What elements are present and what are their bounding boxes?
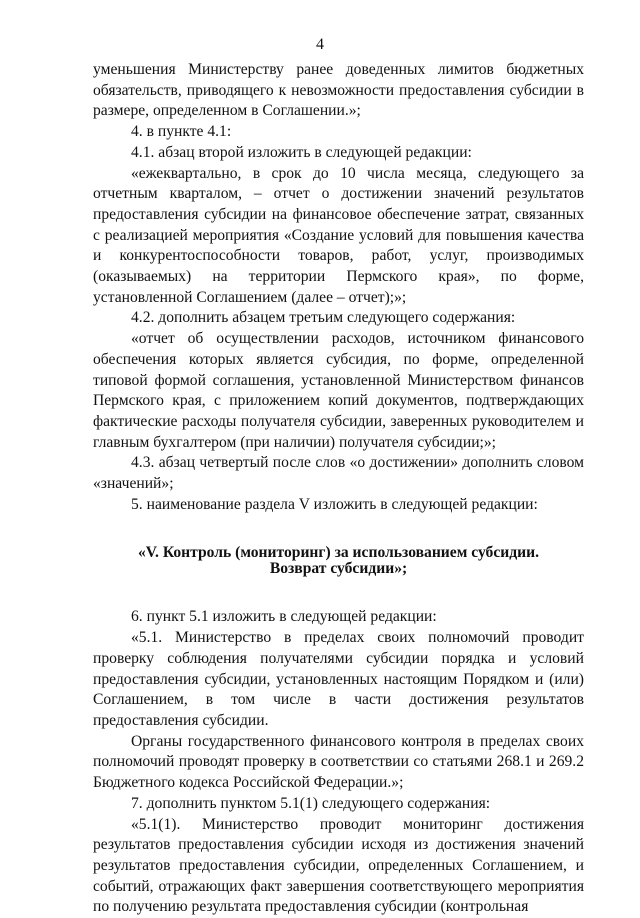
paragraph: 4. в пункте 4.1: [93,122,584,143]
document-body [93,60,584,918]
paragraph: уменьшения Министерству ранее доведенных лимитов бюджетных обязательств, приводящего к невозможности предоставления субсидии в размере, определенном в Соглашении.»; [93,60,584,122]
paragraph: Органы государственного финансового контроля в пределах своих полномочий проводят проверку в соответствии со статьями 268.1 и 269.2 Бюджетного кодекса Российской Федерации.»; [93,732,584,794]
paragraph: «отчет об осуществлении расходов, источником финансового обеспечения которых является субсидия, по форме, определенной типовой формой соглашения, установленной Министерством финансов Пермского края, с приложением копий документов, подтверждающих фактические расходы получателя субсидии, заверенных руководителем и главным бухгалтером (при наличии) получателя субсидии;»; [93,329,584,453]
page-number: 4 [0,36,640,54]
paragraph: 4.1. абзац второй изложить в следующей редакции: [93,143,584,164]
paragraph: 6. пункт 5.1 изложить в следующей редакции: [93,607,584,628]
section-heading-line1: «V. Контроль (мониторинг) за использованием субсидии. [138,544,539,561]
paragraph: 4.3. абзац четвертый после слов «о достижении» дополнить словом «значений»; [93,453,584,494]
paragraph: «5.1(1). Министерство проводит мониторинг достижения результатов предоставления субсидии исходя из достижения значений результатов предоставления субсидии, определенных Соглашением, и событий, отражающих факт завершения соответствующего мероприятия по получению результата предоставления субсидии (контрольная [93,815,584,918]
section-heading-line2: Возврат субсидии»; [270,560,407,577]
section-heading [93,545,584,577]
paragraph: 5. наименование раздела V изложить в следующей редакции: [93,495,584,516]
paragraph: 4.2. дополнить абзацем третьим следующего содержания: [93,308,584,329]
paragraph: 7. дополнить пунктом 5.1(1) следующего содержания: [93,794,584,815]
paragraph: «5.1. Министерство в пределах своих полномочий проводит проверку соблюдения получателями субсидии порядка и условий предоставления субсидии, установленных настоящим Порядком и (или) Соглашением, в том числе в части достижения результатов предоставления субсидии. [93,628,584,732]
paragraph: «ежеквартально, в срок до 10 числа месяца, следующего за отчетным кварталом, – отчет о достижении значений результатов предоставления субсидии на финансовое обеспечение затрат, связанных с реализацией мероприятия «Создание условий для повышения качества и конкурентоспособности товаров, работ, услуг, производимых (оказываемых) на территории Пермского края», по форме, установленной Соглашением (далее – отчет);»; [93,164,584,309]
